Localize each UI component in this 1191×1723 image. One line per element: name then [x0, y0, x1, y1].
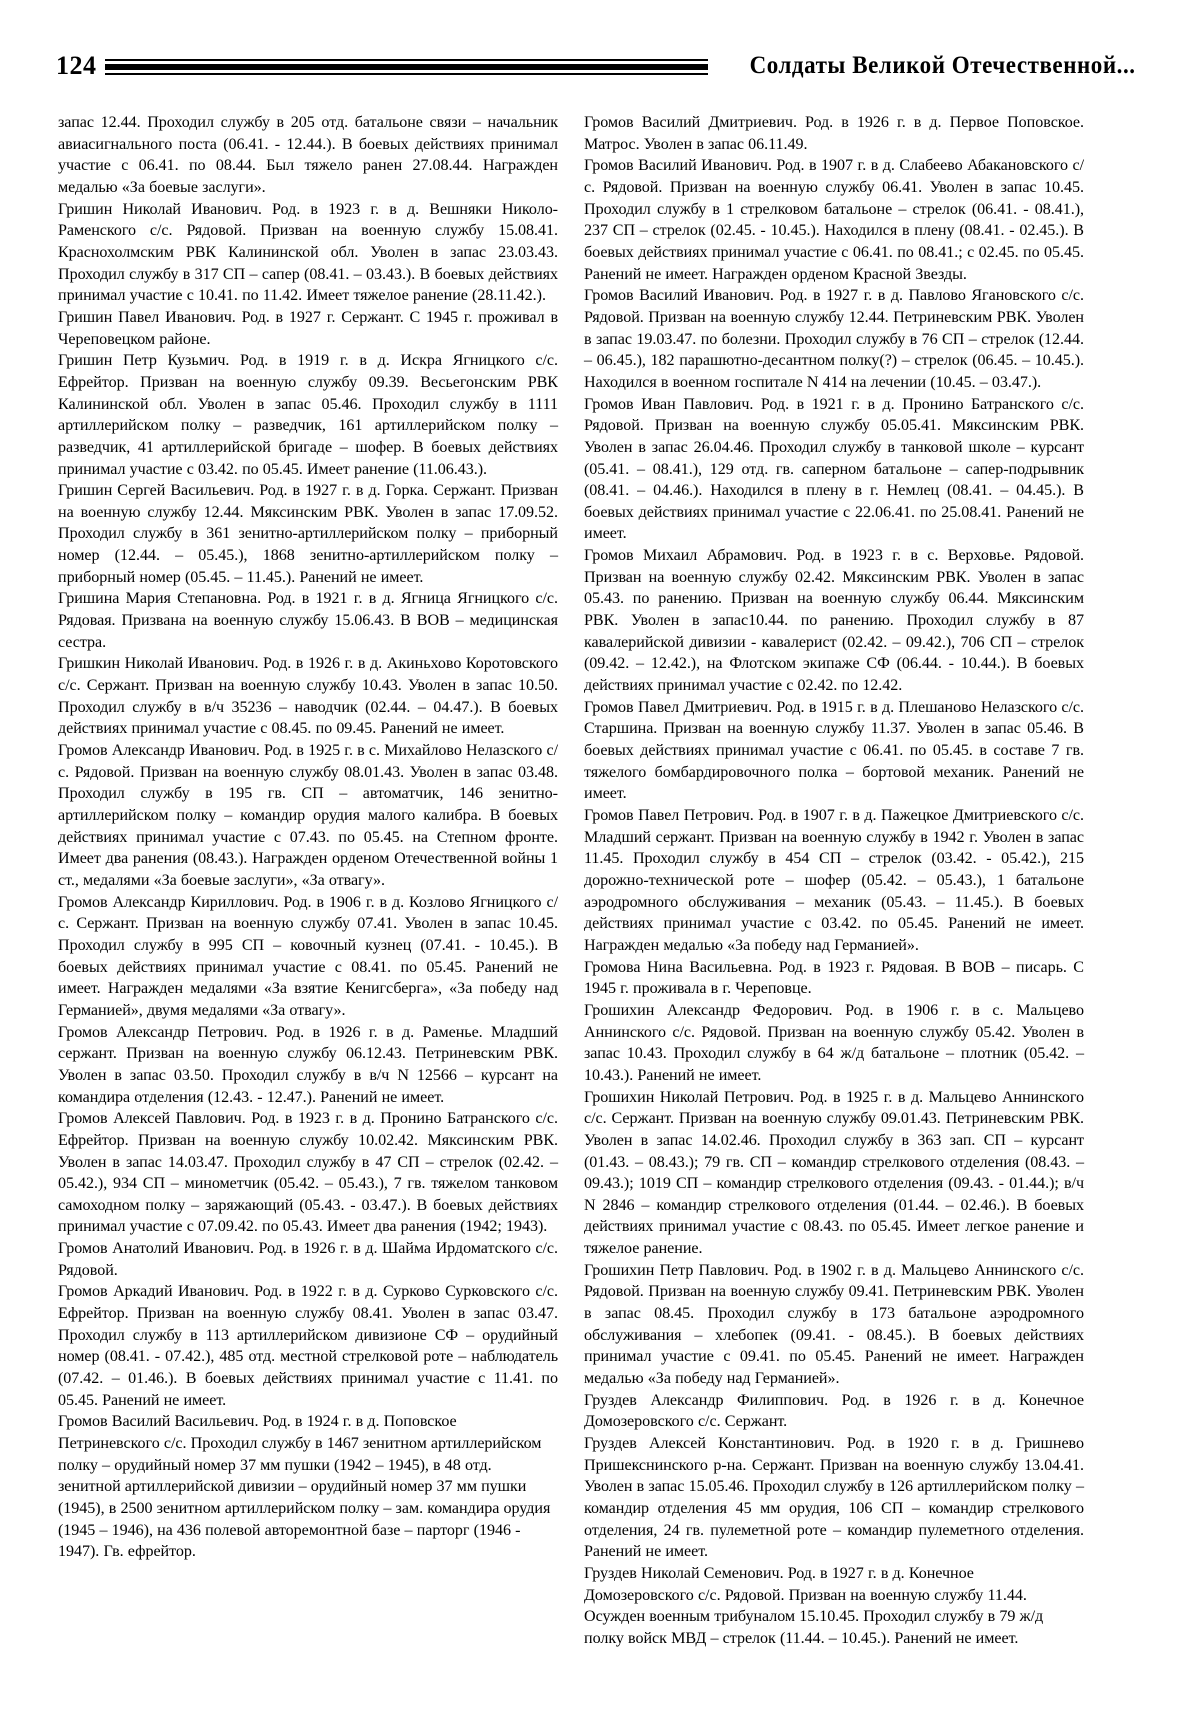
- page-number: 124: [56, 51, 97, 80]
- entry-paragraph: Груздев Николай Семенович. Род. в 1927 г. в д. Конечное Домозеровского с/с. Рядовой. Призван на военную службу 11.44. Осужден военным трибуналом 15.10.45. Проходил службу в 79 ж/д полку войск МВД – стрелок (11.44. – 10.45.). Ранений не имеет.: [584, 1564, 1044, 1647]
- entry-paragraph: Громов Александр Петрович. Род. в 1926 г. в д. Раменье. Младший сержант. Призван на военную службу 06.12.43. Петриневским РВК. Уволен в запас 03.50. Проходил службу в в/ч N 12566 – курсант на командира отделения (12.43. - 12.47.). Ранений не имеет.: [58, 1023, 558, 1106]
- entry-paragraph: Гришкин Николай Иванович. Род. в 1926 г. в д. Акиньхово Коротовского с/с. Сержант. Призван на военную службу 10.43. Уволен в запас 10.50. Проходил службу в в/ч 35236 – наводчик (02.44. – 04.47.). В боевых действиях принимал участие с 08.45. по 09.45. Ранений не имеет.: [58, 655, 558, 738]
- entry-paragraph: Громов Василий Иванович. Род. в 1927 г. в д. Павлово Ягановского с/с. Рядовой. Призван на военную службу 12.44. Петриневским РВК. Уволен в запас 19.03.47. по болезни. Проходил службу в 76 СП – стрелок (12.44. – 06.45.), 182 парашютно-десантном полку(?) – стрелок (06.45. – 10.45.). Находился в военном госпитале N 414 на лечении (10.45. – 03.47.).: [584, 287, 1084, 391]
- entry-paragraph: Громов Аркадий Иванович. Род. в 1922 г. в д. Сурково Сурковского с/с. Ефрейтор. Призван на военную службу 08.41. Уволен в запас 03.47. Проходил службу в 113 артиллерийском дивизионе СФ – орудийный номер (08.41. - 07.42.), 485 отд. местной стрелковой роте – наблюдатель (07.42. – 01.46.). В боевых действиях принимал участие с 11.41. по 05.45. Ранений не имеет.: [58, 1283, 558, 1409]
- entry-paragraph: Грошихин Александр Федорович. Род. в 1906 г. в с. Мальцево Аннинского с/с. Рядовой. Призван на военную службу 05.42. Уволен в запас 10.43. Проходил службу в 64 ж/д батальоне – плотник (05.42. – 10.43.). Ранений не имеет.: [584, 1001, 1084, 1084]
- entry-paragraph: Громов Павел Дмитриевич. Род. в 1915 г. в д. Плешаново Нелазского с/с. Старшина. Призван на военную службу 11.37. Уволен в запас 05.46. В боевых действиях принимал участие с 06.41. по 05.45. в составе 7 гв. тяжелого бомбардировочного полка – бортовой механик. Ранений не имеет.: [584, 698, 1084, 803]
- book-title: Солдаты Великой Отечественной...: [749, 52, 1136, 79]
- entry-paragraph: Громов Александр Иванович. Род. в 1925 г. в с. Михайлово Нелазского с/с. Рядовой. Призван на военную службу 08.01.43. Уволен в запас 03.48. Проходил службу в 195 гв. СП – автоматчик, 146 зенитно-артиллерийском полку – командир орудия малого калибра. В боевых действиях принимал участие с 07.43. по 05.45. на Степном фронте. Имеет два ранения (08.43.). Награжден орденом Отечественной войны 1 ст., медалями «За боевые заслуги», «За отвагу».: [58, 742, 558, 889]
- entry-paragraph: Громов Василий Дмитриевич. Род. в 1926 г. в д. Первое Поповское. Матрос. Уволен в запас 06.11.49.: [584, 114, 1084, 153]
- entry-paragraph: Громов Иван Павлович. Род. в 1921 г. в д. Пронино Батранского с/с. Рядовой. Призван на военную службу 05.05.41. Мяксинским РВК. Уволен в запас 26.04.46. Проходил службу в танковой школе – курсант (05.41. – 08.41.), 129 отд. гв. саперном батальоне – сапер-подрывник (08.41. – 04.46.). Находился в плену в г. Немлец (08.41. – 04.45.). В боевых действиях принимал участие с 22.06.41. по 25.08.41. Ранений не имеет.: [584, 395, 1084, 543]
- entry-paragraph: Грошихин Петр Павлович. Род. в 1902 г. в д. Мальцево Аннинского с/с. Рядовой. Призван на военную службу 09.41. Петриневским РВК. Уволен в запас 08.45. Проходил службу в 173 батальоне аэродромного обслуживания – хлебопек (09.41. - 08.45.). В боевых действиях принимал участие с 09.41. по 05.45. Ранений не имеет. Награжден медалью «За победу над Германией».: [584, 1261, 1084, 1388]
- entry-paragraph: Громов Анатолий Иванович. Род. в 1926 г. в д. Шайма Ирдоматского с/с. Рядовой.: [58, 1240, 558, 1279]
- entry-paragraph: Груздев Александр Филиппович. Род. в 1926 г. в д. Конечное Домозеровского с/с. Сержант.: [584, 1391, 1084, 1431]
- entry-paragraph: Груздев Алексей Константинович. Род. в 1920 г. в д. Гришнево Пришекснинского р-на. Сержант. Призван на военную службу 13.04.41. Уволен в запас 15.05.46. Проходил службу в 126 артиллерийском полку – командир отделения 45 мм орудия, 106 СП – командир стрелкового отделения, 24 гв. пулеметной роте – командир пулеметного отделения. Ранений не имеет.: [584, 1435, 1084, 1561]
- running-head: [56, 44, 1136, 88]
- entry-paragraph: Грошихин Николай Петрович. Род. в 1925 г. в д. Мальцево Аннинского с/с. Сержант. Призван на военную службу 09.01.43. Петриневским РВК. Уволен в запас 14.02.46. Проходил службу в 363 зап. СП – курсант (01.43. – 08.43.); 79 гв. СП – командир стрелкового отделения (08.43. – 09.43.); 1019 СП – командир стрелкового отделения (09.43. - 01.44.); в/ч N 2846 – командир стрелкового отделения (01.44. – 02.46.). В боевых действиях принимал участие с 08.43. по 05.45. Имеет легкое ранение и тяжелое ранение.: [584, 1088, 1084, 1258]
- page-columns: [58, 112, 1136, 1650]
- header-rule-thick: [105, 64, 709, 70]
- entry-paragraph: Гришин Николай Иванович. Род. в 1923 г. в д. Вешняки Николо-Раменского с/с. Рядовой. Призван на военную службу 15.08.41. Краснохолмским РВК Калининской обл. Уволен в запас 23.03.43. Проходил службу в 317 СП – сапер (08.41. – 03.43.). В боевых действиях принимал участие с 10.41. по 11.42. Имеет тяжелое ранение (28.11.42.).: [58, 200, 558, 305]
- entry-paragraph: Гришина Мария Степановна. Род. в 1921 г. в д. Ягница Ягницкого с/с. Рядовая. Призвана на военную службу 15.06.43. В ВОВ – медицинская сестра.: [58, 590, 558, 651]
- entry-paragraph: Громов Александр Кириллович. Род. в 1906 г. в д. Козлово Ягницкого с/с. Сержант. Призван на военную службу 07.41. Уволен в запас 10.45. Проходил службу в 995 СП – ковочный кузнец (07.41. - 10.45.). В боевых действиях принимал участие с 08.41. по 05.45. Ранений не имеет. Награжден медалями «За взятие Кенигсберга», «За победу над Германией», двумя медалями «За отвагу».: [58, 893, 558, 1019]
- entry-paragraph: запас 12.44. Проходил службу в 205 отд. батальоне связи – начальник авиасигнального поста (06.41. - 12.44.). В боевых действиях принимал участие с 06.41. по 08.44. Был тяжело ранен 27.08.44. Награжден медалью «За боевые заслуги».: [58, 114, 558, 196]
- left-column: [58, 112, 558, 1563]
- entry-paragraph: Громов Василий Иванович. Род. в 1907 г. в д. Слабеево Абакановского с/с. Рядовой. Призван на военную службу 06.41. Уволен в запас 10.45. Проходил службу в 1 стрелковом батальоне – стрелок (06.41. - 08.41.), 237 СП – стрелок (02.45. - 10.45.). Находился в плену (08.41. - 02.45.). В боевых действиях принимал участие с 06.41. по 08.41.; с 02.45. по 05.45. Ранений не имеет. Награжден орденом Красной Звезды.: [584, 157, 1084, 283]
- right-column: [584, 112, 1084, 1650]
- entry-paragraph: Громов Михаил Абрамович. Род. в 1923 г. в с. Верховье. Рядовой. Призван на военную службу 02.42. Мяксинским РВК. Уволен в запас 05.43. по ранению. Призван на военную службу 06.44. Мяксинским РВК. Уволен в запас10.44. по ранению. Проходил службу в 87 кавалерийской дивизии - кавалерист (02.42. – 09.42.), 706 СП – стрелок (09.42. – 12.42.), на Флотском экипаже СФ (06.44. - 10.44.). В боевых действиях принимал участие с 02.42. по 12.42.: [584, 547, 1084, 695]
- entry-paragraph: Громов Василий Васильевич. Род. в 1924 г. в д. Поповское Петриневского с/с. Проходил службу в 1467 зенитном артиллерийском полку – орудийный номер 37 мм пушки (1942 – 1945), в 48 отд. зенитной артиллерийской дивизии – орудийный номер 37 мм пушки (1945), в 2500 зенитном артиллерийском полку – зам. командира орудия (1945 – 1946), на 436 полевой авторемонтной базе – парторг (1946 - 1947). Гв. ефрейтор.: [58, 1413, 551, 1561]
- entry-paragraph: Гришин Павел Иванович. Род. в 1927 г. Сержант. С 1945 г. проживал в Череповецком районе.: [58, 308, 558, 348]
- header-rule-ornament: [103, 59, 717, 75]
- entry-paragraph: Громов Павел Петрович. Род. в 1907 г. в д. Пажецкое Дмитриевского с/с. Младший сержант. Призван на военную службу в 1942 г. Уволен в запас 11.45. Проходил службу в 454 СП – стрелок (03.42. - 05.42.), 215 дорожно-технической роте – шофер (05.42. – 05.43.), 1 батальоне аэродромного обслуживания – механик (05.43. – 11.45.). В боевых действиях принимал участие с 03.42. по 05.45. Ранений не имеет. Награжден медалью «За победу над Германией».: [584, 807, 1084, 954]
- entry-paragraph: Громов Алексей Павлович. Род. в 1923 г. в д. Пронино Батранского с/с. Ефрейтор. Призван на военную службу 10.02.42. Мяксинским РВК. Уволен в запас 14.03.47. Проходил службу в 47 СП – стрелок (02.42. – 05.42.), 934 СП – минометчик (05.42. – 05.43.), 7 гв. тяжелом танковом самоходном полку – заряжающий (05.43. - 03.47.). В боевых действиях принимал участие с 07.09.42. по 05.43. Имеет два ранения (1942; 1943).: [58, 1110, 558, 1236]
- header-rule-thin-top: [105, 59, 709, 61]
- header-rule-thin-bottom: [105, 73, 709, 75]
- entry-paragraph: Громова Нина Васильевна. Род. в 1923 г. Рядовая. В ВОВ – писарь. С 1945 г. проживала в г. Череповце.: [584, 958, 1084, 998]
- entry-paragraph: Гришин Сергей Васильевич. Род. в 1927 г. в д. Горка. Сержант. Призван на военную службу 12.44. Мяксинским РВК. Уволен в запас 17.09.52. Проходил службу в 361 зенитно-артиллерийском полку – приборный номер (12.44. – 05.45.), 1868 зенитно-артиллерийском полку – приборный номер (05.45. – 11.45.). Ранений не имеет.: [58, 482, 558, 586]
- entry-paragraph: Гришин Петр Кузьмич. Род. в 1919 г. в д. Искра Ягницкого с/с. Ефрейтор. Призван на военную службу 09.39. Весьегонским РВК Калининской обл. Уволен в запас 05.46. Проходил службу в 1111 артиллерийском полку – разведчик, 161 артиллерийском полку – разведчик, 41 артиллерийской бригаде – шофер. В боевых действиях принимал участие с 03.42. по 05.45. Имеет ранение (11.06.43.).: [58, 352, 558, 478]
